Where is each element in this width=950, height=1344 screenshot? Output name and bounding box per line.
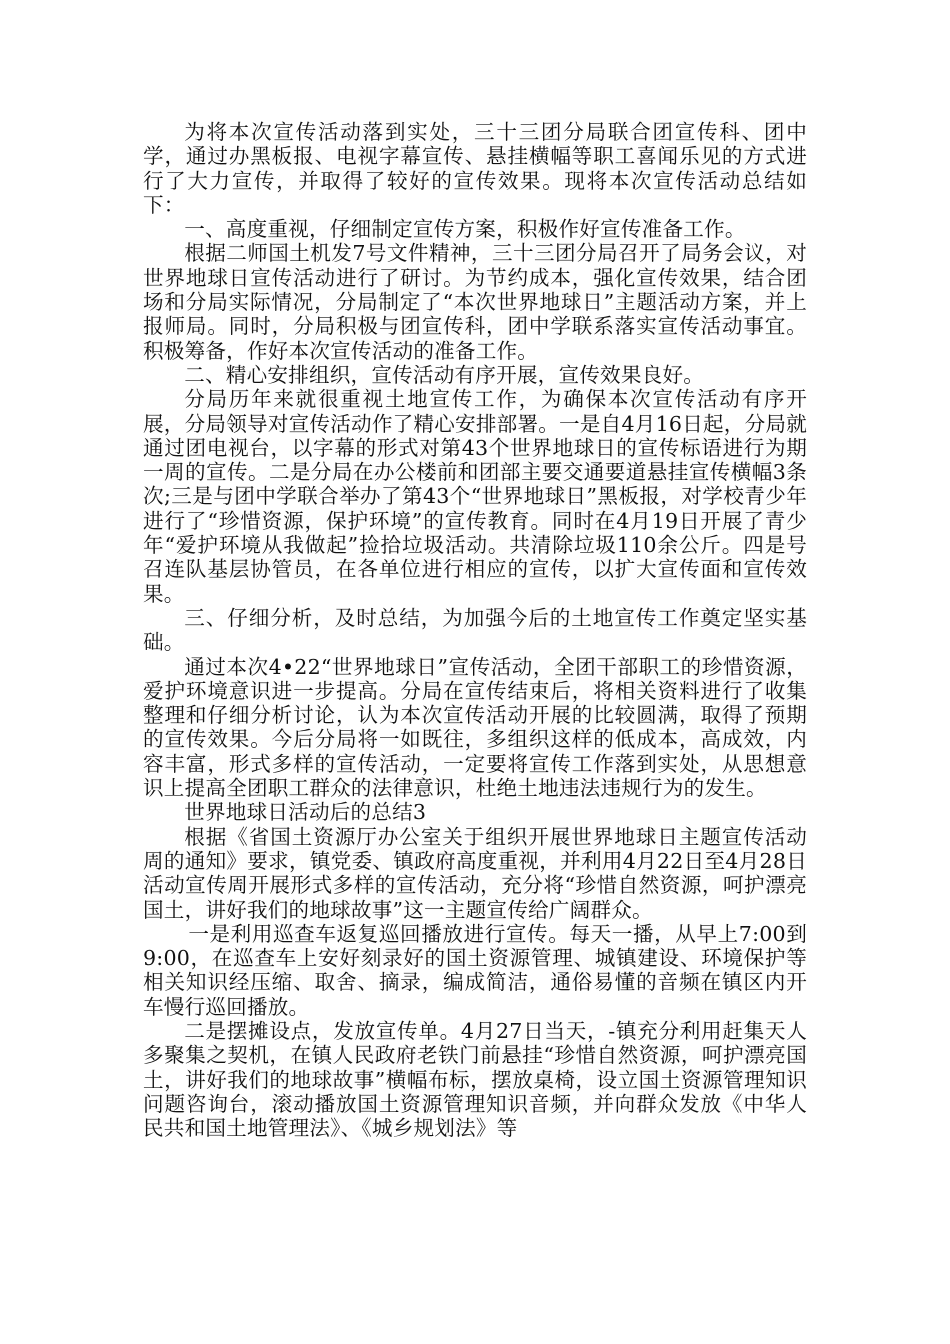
paragraph-intro: 为将本次宣传活动落到实处，三十三团分局联合团宣传科、团中学，通过办黑板报、电视字幕宣传、悬挂横幅等职工喜闻乐见的方式进行了大力宣传，并取得了较好的宣传效果。现将本次宣传活动总结如下： xyxy=(143,120,807,217)
document-body xyxy=(143,120,807,1140)
section-heading-3: 三、仔细分析，及时总结，为加强今后的土地宣传工作奠定坚实基础。 xyxy=(143,605,807,655)
paragraph-summary-3-intro: 根据《省国土资源厅办公室关于组织开展世界地球日主题宣传活动周的通知》要求，镇党委、镇政府高度重视，并利用4月22日至4月28日活动宣传周开展形式多样的宣传活动，充分将“珍惜自然资源，呵护漂亮国土，讲好我们的地球故事”这一主题宣传给广阔群众。 xyxy=(143,824,807,922)
paragraph-section-2: 分局历年来就很重视土地宣传工作，为确保本次宣传活动有序开展，分局领导对宣传活动作了精心安排部署。一是自4月16日起，分局就通过团电视台，以字幕的形式对第43个世界地球日的宣传标语进行为期一周的宣传。二是分局在办公楼前和团部主要交通要道悬挂宣传横幅3条次;三是与团中学联合举办了第43个“世界地球日”黑板报，对学校青少年进行了“珍惜资源，保护环境”的宣传教育。同时在4月19日开展了青少年“爱护环境从我做起”捡拾垃圾活动。共清除垃圾110余公斤。四是号召连队基层协管员，在各单位进行相应的宣传，以扩大宣传面和宣传效果。 xyxy=(143,387,807,606)
paragraph-summary-3-item-1: 一是利用巡查车返复巡回播放进行宣传。每天一播，从早上7:00到9:00，在巡查车上安好刻录好的国土资源管理、城镇建设、环境保护等相关知识经压缩、取舍、摘录，编成简洁，通俗易懂的音频在镇区内开车慢行巡回播放。 xyxy=(143,921,807,1019)
paragraph-section-1: 根据二师国土机发7号文件精神，三十三团分局召开了局务会议，对世界地球日宣传活动进行了研讨。为节约成本，强化宣传效果，结合团场和分局实际情况，分局制定了“本次世界地球日”主题活动方案，并上报师局。同时，分局积极与团宣传科，团中学联系落实宣传活动事宜。积极筹备，作好本次宣传活动的准备工作。 xyxy=(143,241,807,363)
paragraph-summary-3-item-2: 二是摆摊设点，发放宣传单。4月27日当天，-镇充分利用赶集天人多聚集之契机，在镇人民政府老铁门前悬挂“珍惜自然资源，呵护漂亮国土，讲好我们的地球故事”横幅布标，摆放桌椅，设立国土资源管理知识问题咨询台，滚动播放国土资源管理知识音频，并向群众发放《中华人民共和国土地管理法》、《城乡规划法》等 xyxy=(143,1018,807,1141)
section-heading-1: 一、高度重视，仔细制定宣传方案，积极作好宣传准备工作。 xyxy=(184,217,746,242)
paragraph-section-3: 通过本次4•22“世界地球日”宣传活动，全团干部职工的珍惜资源，爱护环境意识进一步提高。分局在宣传结束后，将相关资料进行了收集整理和仔细分析讨论，认为本次宣传活动开展的比较圆满，取得了预期的宣传效果。今后分局将一如既往，多组织这样的低成本，高成效，内容丰富，形式多样的宣传活动，一定要将宣传工作落到实处，从思想意识上提高全团职工群众的法律意识，杜绝土地违法违规行为的发生。 xyxy=(143,654,807,801)
section-heading-2: 二、精心安排组织，宣传活动有序开展，宣传效果良好。 xyxy=(184,362,705,387)
subtitle-summary-3: 世界地球日活动后的总结3 xyxy=(184,800,427,825)
